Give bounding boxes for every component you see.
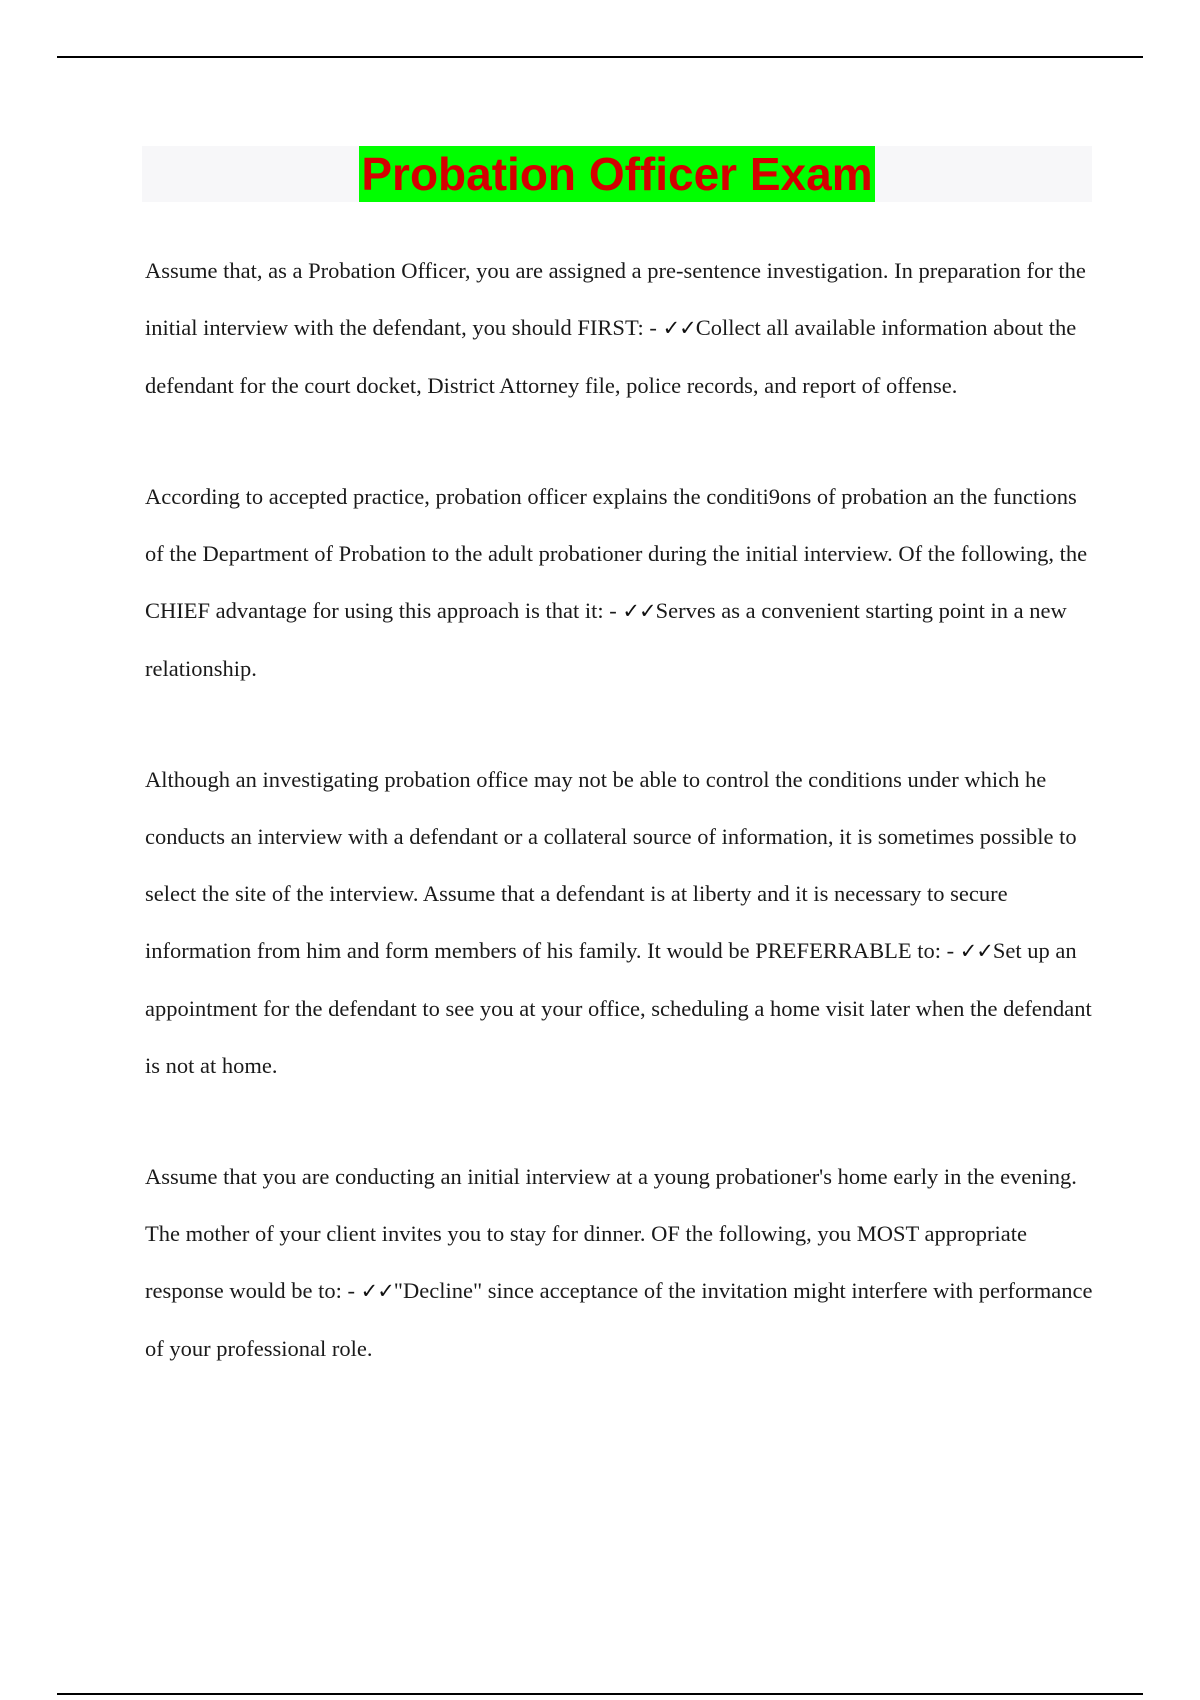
top-rule <box>57 56 1143 58</box>
check-icon: ✓✓ <box>622 599 656 623</box>
check-icon: ✓✓ <box>959 939 993 963</box>
bottom-rule <box>57 1693 1143 1695</box>
answer-text: Collect all available information about the defendant for the court docket, District Attorney file, police records, and report of offense. <box>145 315 1077 398</box>
answer-text: Serves as a convenient starting point in a new relationship. <box>145 598 1067 681</box>
answer-text: "Decline" since acceptance of the invitation might interfere with performance of your professional role. <box>145 1278 1093 1361</box>
qa-item-3 <box>145 751 1095 1094</box>
title-band <box>142 146 1092 202</box>
check-icon: ✓✓ <box>360 1279 394 1303</box>
question-text: According to accepted practice, probation officer explains the conditi9ons of probation an the functions of the Department of Probation to the adult probationer during the initial interview. Of the following, the CHIEF advantage for using this approach is that it: - <box>145 484 1088 623</box>
qa-item-1 <box>145 242 1095 414</box>
page-title: Probation Officer Exam <box>361 148 873 200</box>
qa-list <box>145 242 1095 1431</box>
qa-item-4 <box>145 1148 1095 1377</box>
question-text: Assume that, as a Probation Officer, you are assigned a pre-sentence investigation. In preparation for the initial interview with the defendant, you should FIRST: - <box>145 258 1086 340</box>
answer-text: Set up an appointment for the defendant to see you at your office, scheduling a home visit later when the defendant is not at home. <box>145 938 1092 1078</box>
qa-item-2 <box>145 468 1095 697</box>
question-text: Assume that you are conducting an initial interview at a young probationer's home early in the evening. The mother of your client invites you to stay for dinner. OF the following, you MOST appropriate response would be to: - <box>145 1164 1077 1303</box>
check-icon: ✓✓ <box>662 316 696 340</box>
question-text: Although an investigating probation office may not be able to control the conditions under which he conducts an interview with a defendant or a collateral source of information, it is sometimes possible to select the site of the interview. Assume that a defendant is at liberty and it is necessary to secure information from him and form members of his family. It would be PREFERRABLE to: - <box>145 767 1077 963</box>
